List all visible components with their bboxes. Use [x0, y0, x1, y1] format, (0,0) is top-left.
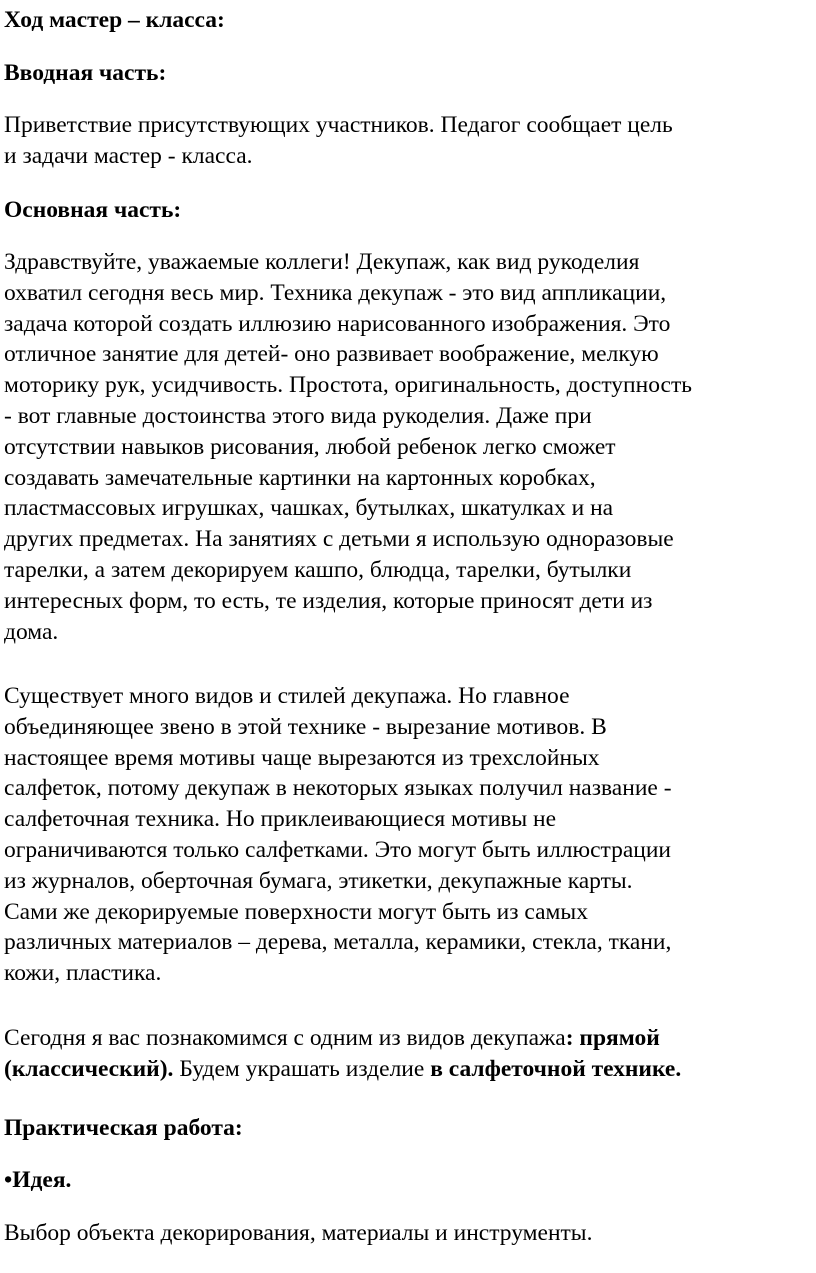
- today-text-bold: (классический).: [4, 1055, 174, 1082]
- bullet-heading-idea: [4, 1165, 71, 1195]
- paragraph-line: настоящее время мотивы чаще вырезаются из трехслойных: [4, 744, 600, 771]
- paragraph-line: Существует много видов и стилей декупажа. Но главное: [4, 683, 570, 709]
- paragraph-line: Выбор объекта декорирования, материалы и инструменты.: [4, 1220, 593, 1246]
- paragraph-line: кожи, пластика.: [4, 960, 162, 987]
- paragraph-line: задача которой создать иллюзию нарисованного изображения. Это: [4, 310, 671, 337]
- paragraph-line: тарелки, а затем декорируем кашпо, блюдца, тарелки, бутылки: [4, 556, 632, 583]
- paragraph-line: других предметах. На занятиях с детьми я использую одноразовые: [4, 526, 674, 553]
- today-text-bold: в салфеточной технике.: [430, 1055, 682, 1082]
- paragraph-decoupage-intro: [4, 247, 692, 647]
- paragraph-greeting: [4, 110, 673, 172]
- paragraph-line: Сами же декорируемые поверхности могут быть из самых: [4, 898, 588, 925]
- paragraph-line: [4, 1023, 681, 1054]
- paragraph-line: [4, 1054, 681, 1085]
- today-text-bold: : прямой: [565, 1025, 660, 1051]
- paragraph-todays-technique: [4, 1023, 681, 1085]
- paragraph-line: и задачи мастер - класса.: [4, 142, 253, 169]
- paragraph-line: ограничиваются только салфетками. Это могут быть иллюстрации: [4, 836, 671, 863]
- paragraph-line: пластмассовых игрушках, чашках, бутылках, шкатулках и на: [4, 495, 614, 522]
- paragraph-line: отличное занятие для детей- оно развивает воображение, мелкую: [4, 341, 659, 368]
- paragraph-line: - вот главные достоинства этого вида рукоделия. Даже при: [4, 402, 592, 429]
- paragraph-line: охватил сегодня весь мир. Техника декупаж - это вид аппликации,: [4, 279, 667, 306]
- paragraph-line: различных материалов – дерева, металла, керамики, стекла, ткани,: [4, 929, 672, 956]
- heading-hod-master-klassa: Ход мастер – класса:: [4, 7, 225, 33]
- paragraph-line: салфеток, потому декупаж в некоторых языках получил название -: [4, 775, 672, 802]
- paragraph-line: интересных форм, то есть, те изделия, которые приносят дети из: [4, 587, 653, 614]
- today-text-normal: Будем украшать изделие: [173, 1055, 431, 1082]
- paragraph-line: моторику рук, усидчивость. Простота, оригинальность, доступность: [4, 372, 692, 399]
- idea-label: Идея.: [12, 1167, 72, 1193]
- today-text-normal: Сегодня я вас познакомимся с одним из видов декупажа: [4, 1025, 566, 1051]
- paragraph-line: объединяющее звено в этой технике - вырезание мотивов. В: [4, 713, 607, 740]
- paragraph-decoupage-styles: [4, 681, 672, 989]
- heading-osnovnaya-chast: Основная часть:: [4, 197, 182, 223]
- paragraph-line: салфеточная техника. Но приклеивающиеся мотивы не: [4, 806, 557, 833]
- paragraph-line: дома.: [4, 618, 59, 645]
- heading-prakticheskaya-rabota: Практическая работа:: [4, 1115, 243, 1141]
- bullet-icon: •: [4, 1167, 13, 1193]
- paragraph-line: создавать замечательные картинки на картонных коробках,: [4, 464, 596, 491]
- paragraph-line: из журналов, оберточная бумага, этикетки, декупажные карты.: [4, 867, 633, 894]
- heading-vvodnaya-chast: Вводная часть:: [4, 60, 167, 86]
- paragraph-choice: [4, 1218, 592, 1249]
- paragraph-line: Приветствие присутствующих участников. Педагог сообщает цель: [4, 112, 673, 138]
- paragraph-line: отсутствии навыков рисования, любой ребенок легко сможет: [4, 433, 616, 460]
- paragraph-line: Здравствуйте, уважаемые коллеги! Декупаж, как вид рукоделия: [4, 249, 640, 275]
